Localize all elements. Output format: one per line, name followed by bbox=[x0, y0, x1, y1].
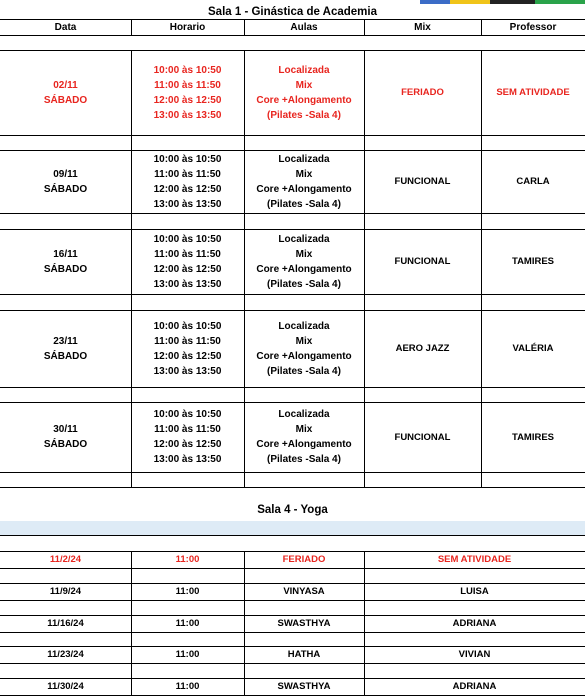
professor-cell: SEM ATIVIDADE bbox=[496, 87, 570, 98]
grid-line bbox=[0, 35, 585, 36]
grid-line bbox=[481, 213, 482, 229]
yoga-class-cell: FERIADO bbox=[282, 554, 326, 565]
grid-line bbox=[244, 472, 245, 487]
grid-line bbox=[131, 135, 132, 150]
date-cell bbox=[0, 310, 131, 387]
grid-line bbox=[481, 294, 482, 310]
yoga-time-cell: 11:00 bbox=[175, 649, 200, 660]
yoga-professor-cell: VIVIAN bbox=[458, 649, 491, 660]
grid-line bbox=[364, 600, 365, 615]
grid-line bbox=[364, 19, 365, 35]
classes-cell bbox=[244, 150, 364, 213]
yoga-date-cell: 11/30/24 bbox=[47, 681, 84, 692]
grid-line bbox=[0, 213, 585, 214]
professor-cell: TAMIRES bbox=[511, 431, 555, 443]
class-name: (Pilates -Sala 4) bbox=[267, 365, 341, 377]
day-value: SÁBADO bbox=[43, 439, 88, 450]
grid-line bbox=[364, 472, 365, 487]
class-name: Localizada bbox=[278, 409, 330, 420]
date-value: 02/11 bbox=[53, 79, 78, 91]
yoga-professor-cell: LUISA bbox=[460, 586, 489, 597]
date-cell bbox=[0, 229, 131, 294]
time-slot: 11:00 às 11:50 bbox=[154, 248, 221, 260]
classes-cell bbox=[244, 50, 364, 135]
class-name: (Pilates -Sala 4) bbox=[267, 278, 341, 290]
date-cell bbox=[0, 402, 131, 472]
class-name: Mix bbox=[295, 79, 313, 91]
class-name: Core +Alongamento bbox=[256, 94, 352, 106]
grid-line bbox=[131, 568, 132, 583]
grid-line bbox=[131, 387, 132, 402]
professor-cell: VALÉRIA bbox=[512, 343, 554, 354]
grid-line bbox=[481, 387, 482, 402]
time-slot: 11:00 às 11:50 bbox=[154, 335, 221, 347]
grid-line bbox=[0, 135, 585, 136]
time-slot: 13:00 às 13:50 bbox=[153, 198, 222, 210]
grid-line bbox=[0, 294, 585, 295]
yoga-professor-cell: ADRIANA bbox=[452, 618, 497, 629]
time-slot: 11:00 às 11:50 bbox=[154, 168, 221, 180]
mix-cell: FERIADO bbox=[401, 87, 444, 98]
grid-line bbox=[244, 632, 245, 646]
grid-line bbox=[364, 135, 365, 150]
time-cell bbox=[131, 402, 244, 472]
yoga-professor-cell: ADRIANA bbox=[452, 681, 497, 692]
grid-line bbox=[0, 535, 585, 536]
class-name: Mix bbox=[295, 424, 313, 435]
date-value: 30/11 bbox=[53, 424, 78, 435]
time-cell bbox=[131, 150, 244, 213]
time-slot: 12:00 às 12:50 bbox=[153, 94, 222, 106]
time-cell bbox=[131, 229, 244, 294]
grid-line bbox=[0, 472, 585, 473]
yoga-time-cell: 11:00 bbox=[175, 554, 200, 565]
day-value: SÁBADO bbox=[43, 350, 88, 362]
time-cell bbox=[131, 50, 244, 135]
time-slot: 11:00 às 11:50 bbox=[154, 424, 221, 435]
sala1-header-horario: Horario bbox=[169, 21, 206, 33]
grid-line bbox=[244, 387, 245, 402]
yoga-date-cell: 11/9/24 bbox=[49, 586, 82, 597]
grid-line bbox=[244, 19, 245, 35]
yoga-professor-cell: SEM ATIVIDADE bbox=[437, 554, 512, 565]
grid-line bbox=[244, 135, 245, 150]
class-name: Core +Alongamento bbox=[256, 183, 352, 195]
grid-line bbox=[244, 568, 245, 583]
grid-line bbox=[364, 387, 365, 402]
yoga-class-cell: SWASTHYA bbox=[277, 681, 331, 692]
grid-line bbox=[131, 213, 132, 229]
grid-line bbox=[0, 568, 585, 569]
grid-line bbox=[364, 568, 365, 583]
sala1-header-data: Data bbox=[54, 21, 77, 33]
date-cell bbox=[0, 150, 131, 213]
date-value: 23/11 bbox=[53, 335, 78, 347]
grid-line bbox=[0, 487, 585, 488]
yoga-time-cell: 11:00 bbox=[175, 586, 200, 597]
class-name: Mix bbox=[295, 248, 313, 260]
time-slot: 10:00 às 10:50 bbox=[153, 64, 222, 76]
class-name: Localizada bbox=[278, 153, 330, 165]
class-name: Localizada bbox=[278, 233, 330, 245]
class-name: Core +Alongamento bbox=[256, 263, 352, 275]
time-slot: 12:00 às 12:50 bbox=[153, 183, 222, 195]
date-value: 09/11 bbox=[53, 168, 78, 180]
sala1-header-professor: Professor bbox=[509, 21, 557, 33]
grid-line bbox=[0, 600, 585, 601]
grid-line bbox=[0, 663, 585, 664]
time-slot: 10:00 às 10:50 bbox=[153, 153, 222, 165]
class-name: (Pilates -Sala 4) bbox=[267, 454, 341, 465]
sala1-header-mix: Mix bbox=[414, 21, 431, 33]
yoga-class-cell: HATHA bbox=[287, 649, 321, 660]
classes-cell bbox=[244, 310, 364, 387]
yoga-time-cell: 11:00 bbox=[175, 618, 200, 629]
time-slot: 12:00 às 12:50 bbox=[153, 263, 222, 275]
yoga-class-cell: SWASTHYA bbox=[277, 618, 331, 629]
class-name: (Pilates -Sala 4) bbox=[267, 109, 341, 121]
yoga-header-band bbox=[0, 521, 585, 535]
class-name: Core +Alongamento bbox=[256, 350, 352, 362]
grid-line bbox=[244, 663, 245, 678]
time-slot: 10:00 às 10:50 bbox=[153, 233, 222, 245]
professor-cell: CARLA bbox=[516, 176, 550, 187]
day-value: SÁBADO bbox=[43, 94, 88, 106]
yoga-date-cell: 11/23/24 bbox=[47, 649, 84, 660]
time-cell bbox=[131, 310, 244, 387]
class-name: Localizada bbox=[278, 64, 330, 76]
grid-line bbox=[0, 632, 585, 633]
mix-cell: FUNCIONAL bbox=[394, 431, 451, 443]
class-name: Localizada bbox=[278, 320, 330, 332]
time-slot: 10:00 às 10:50 bbox=[153, 320, 222, 332]
grid-line bbox=[481, 135, 482, 150]
class-name: Mix bbox=[295, 335, 313, 347]
grid-line bbox=[481, 19, 482, 35]
grid-line bbox=[131, 294, 132, 310]
grid-line bbox=[131, 600, 132, 615]
grid-line bbox=[364, 632, 365, 646]
grid-line bbox=[244, 213, 245, 229]
grid-line bbox=[131, 632, 132, 646]
date-cell bbox=[0, 50, 131, 135]
day-value: SÁBADO bbox=[43, 263, 88, 275]
yoga-time-cell: 11:00 bbox=[175, 681, 200, 692]
grid-line bbox=[131, 19, 132, 35]
grid-line bbox=[131, 472, 132, 487]
class-name: Mix bbox=[295, 168, 313, 180]
grid-line bbox=[131, 663, 132, 678]
grid-line bbox=[244, 600, 245, 615]
time-slot: 13:00 às 13:50 bbox=[153, 278, 222, 290]
yoga-date-cell: 11/2/24 bbox=[49, 554, 82, 565]
grid-line bbox=[364, 663, 365, 678]
time-slot: 13:00 às 13:50 bbox=[153, 109, 222, 121]
grid-line bbox=[364, 213, 365, 229]
class-name: Core +Alongamento bbox=[256, 439, 352, 450]
grid-line bbox=[0, 387, 585, 388]
sala1-header-aulas: Aulas bbox=[290, 21, 318, 33]
time-slot: 13:00 às 13:50 bbox=[153, 454, 222, 465]
yoga-class-cell: VINYASA bbox=[283, 586, 325, 597]
mix-cell: AERO JAZZ bbox=[395, 343, 450, 354]
professor-cell: TAMIRES bbox=[511, 256, 555, 267]
classes-cell bbox=[244, 229, 364, 294]
sala1-title: Sala 1 - Ginástica de Academia bbox=[208, 5, 377, 18]
class-name: (Pilates -Sala 4) bbox=[267, 198, 341, 210]
grid-line bbox=[481, 472, 482, 487]
grid-line bbox=[364, 294, 365, 310]
mix-cell: FUNCIONAL bbox=[394, 176, 451, 187]
time-slot: 12:00 às 12:50 bbox=[153, 350, 222, 362]
classes-cell bbox=[244, 402, 364, 472]
grid-line bbox=[244, 294, 245, 310]
mix-cell: FUNCIONAL bbox=[394, 256, 451, 267]
time-slot: 10:00 às 10:50 bbox=[153, 409, 222, 420]
yoga-date-cell: 11/16/24 bbox=[47, 618, 84, 629]
time-slot: 11:00 às 11:50 bbox=[154, 79, 221, 91]
time-slot: 13:00 às 13:50 bbox=[153, 365, 222, 377]
date-value: 16/11 bbox=[53, 248, 78, 260]
sala4-title: Sala 4 - Yoga bbox=[257, 504, 328, 516]
time-slot: 12:00 às 12:50 bbox=[153, 439, 222, 450]
day-value: SÁBADO bbox=[43, 183, 88, 195]
